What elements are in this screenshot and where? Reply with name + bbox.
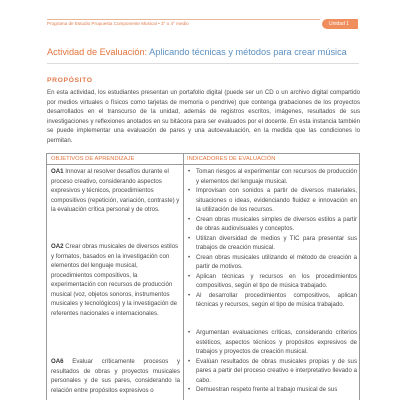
- indicator-list: [187, 328, 357, 395]
- objective-item: [51, 242, 180, 318]
- objective-item: [51, 357, 180, 395]
- objective-item: [51, 167, 180, 215]
- unit-badge: Unidad 1: [322, 19, 358, 29]
- indicator-item: • Crean obras musicales utilizando el método de creación a partir de motivos.: [187, 253, 357, 272]
- page-header: [0, 0, 400, 36]
- objective-code: OA1: [51, 168, 64, 175]
- objective-text: Crear obras musicales de diversos estilos y formatos, basados en la investigación con elementos del lenguaje musical, procedimientos compositivos, la experimentación con recursos de producción musical (voz, objetos sonoros, instrumentos musicales y tecnológicos) y la investigación de referentes nacionales e internacionales.: [51, 243, 179, 317]
- indicator-item: • Toman riesgos al experimentar con recursos de producción y elementos del lenguaje musical.: [187, 167, 357, 186]
- objective-code: OA2: [51, 243, 64, 250]
- indicator-list: [187, 167, 357, 310]
- title-divider: [47, 63, 359, 64]
- indicator-item: • Aplican técnicas y recursos en los procedimientos compositivos, según el tipo de música trabajado.: [187, 272, 357, 291]
- indicator-item: • Demuestran respeto frente al trabajo musical de sus: [187, 385, 357, 395]
- objective-code: OA6: [51, 358, 64, 365]
- indicator-item: • Al desarrollar procedimientos compositivos, aplican técnicas y recursos, según el tipo de música trabajado.: [187, 291, 357, 310]
- objective-text: Innovar al resolver desafíos durante el proceso creativo, considerando aspectos expresivos y técnicos, procedimientos compositivos (repetición, variación, contraste) y la evaluación crítica personal y de otros.: [51, 168, 180, 213]
- table-header-divider: [47, 164, 359, 165]
- purpose-heading: PROPÓSITO: [47, 77, 93, 84]
- objectives-indicators-table: [46, 153, 360, 400]
- indicators-column-header: INDICADORES DE EVALUACIÓN: [187, 156, 276, 162]
- program-line: Programa de Estudio Propuesta Componente Musical • 3° o 4° medio: [47, 21, 189, 26]
- objective-text: Evaluar críticamente procesos y resultados de obras y proyectos musicales personales y de sus pares, considerando la relación entre propósitos expresivos o: [51, 358, 180, 394]
- header-rule: [47, 19, 320, 20]
- table-column-divider: [183, 154, 184, 400]
- indicator-item: • Utilizan diversidad de medios y TIC para presentar sus trabajos de creación musical.: [187, 234, 357, 253]
- purpose-text: En esta actividad, los estudiantes presentan un portafolio digital (puede ser un CD o un archivo digital compartido por medios virtuales o físicos como tarjetas de memoria o pendrive) que contenga grabaciones de los proyectos desarrollados en el transcurso de la unidad, además de registros escritos, imágenes, resultados de sus investigaciones y reflexiones anotados en su bitácora para ser evaluados por el docente. En esta instancia también se puede implementar una evaluación de pares y una autoevaluación, en la medida que las condiciones lo permitan.: [47, 89, 360, 144]
- indicator-item: • Evalúan resultados de obras musicales propias y de sus pares a partir del proceso creativo e interpretativo llevado a cabo.: [187, 357, 357, 386]
- activity-title-subtitle: Aplicando técnicas y métodos para crear música: [149, 47, 347, 57]
- activity-title-label: Actividad de Evaluación:: [47, 47, 148, 57]
- objectives-column-header: OBJETIVOS DE APRENDIZAJE: [51, 156, 135, 162]
- activity-title: [47, 47, 367, 57]
- indicator-item: • Argumentan evaluaciones críticas, considerando criterios estéticos, aspectos técnicos y propósitos expresivos de trabajos y proyectos de creación musical.: [187, 328, 357, 357]
- indicator-item: • Improvisan con sonidos a partir de diversos materiales, situaciones o ideas, evidenciando fluidez e innovación en la utilización de los recursos.: [187, 186, 357, 215]
- indicator-item: • Crean obras musicales simples de diversos estilos a partir de obras audiovisuales y conceptos.: [187, 215, 357, 234]
